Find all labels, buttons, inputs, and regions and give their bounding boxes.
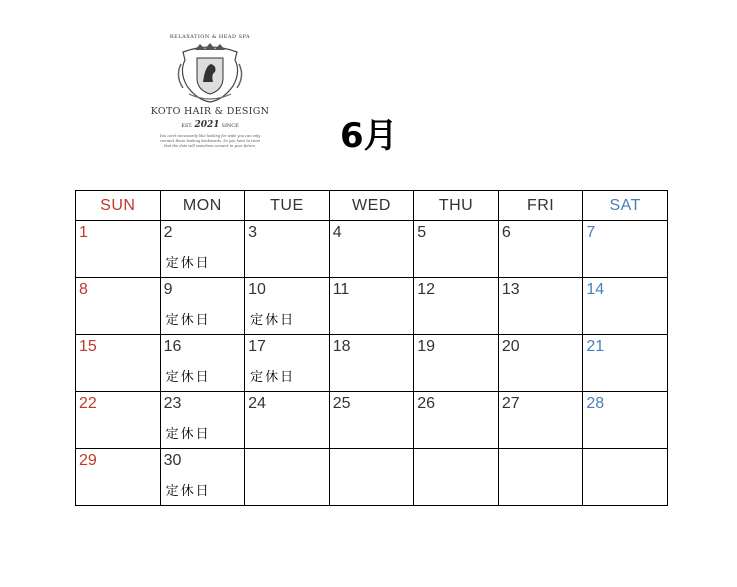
day-cell — [583, 392, 668, 449]
weekday-fri: FRI — [498, 191, 583, 221]
day-cell — [329, 221, 414, 278]
day-number: 22 — [79, 395, 97, 412]
month-title: 6月 — [340, 116, 398, 156]
day-cell — [583, 449, 668, 506]
day-cell — [583, 278, 668, 335]
week-row — [76, 335, 668, 392]
weekday-tue: TUE — [245, 191, 330, 221]
day-cell — [245, 449, 330, 506]
closed-day-note: 定休日 — [165, 313, 211, 328]
day-cell — [498, 221, 583, 278]
day-number: 24 — [248, 395, 266, 412]
day-cell — [329, 392, 414, 449]
day-cell — [329, 335, 414, 392]
day-cell — [498, 449, 583, 506]
day-cell — [160, 221, 245, 278]
day-cell — [414, 278, 499, 335]
day-cell — [245, 221, 330, 278]
day-cell — [414, 335, 499, 392]
day-number: 28 — [586, 395, 605, 412]
day-number: 25 — [332, 395, 351, 412]
day-cell — [498, 335, 583, 392]
day-cell — [76, 221, 161, 278]
week-row — [76, 278, 668, 335]
day-cell — [160, 335, 245, 392]
day-number: 5 — [417, 224, 427, 241]
day-cell — [76, 335, 161, 392]
day-number: 10 — [248, 281, 266, 298]
closed-day-note: 定休日 — [165, 427, 211, 442]
day-cell — [245, 335, 330, 392]
weekday-header-row — [76, 191, 668, 221]
day-number: 3 — [248, 224, 258, 241]
weekday-thu: THU — [414, 191, 499, 221]
brand-logo — [150, 30, 270, 180]
closed-day-note: 定休日 — [250, 370, 296, 385]
week-row — [76, 392, 668, 449]
day-number: 4 — [332, 224, 342, 241]
day-number: 8 — [79, 281, 88, 298]
day-number: 19 — [417, 338, 436, 355]
weekday-sat: SAT — [583, 191, 668, 221]
day-number: 18 — [332, 338, 351, 355]
closed-day-note: 定休日 — [165, 256, 211, 271]
day-number: 7 — [586, 224, 596, 241]
closed-day-note: 定休日 — [165, 370, 211, 385]
day-cell — [76, 278, 161, 335]
day-cell — [245, 392, 330, 449]
day-cell — [160, 449, 245, 506]
day-cell — [245, 278, 330, 335]
logo-est: EST. 2021 SINCE — [181, 120, 239, 130]
closed-day-note: 定休日 — [165, 484, 211, 499]
day-cell — [583, 221, 668, 278]
day-cell — [498, 392, 583, 449]
day-number: 17 — [248, 338, 266, 355]
day-cell — [414, 449, 499, 506]
weekday-sun: SUN — [76, 191, 161, 221]
day-cell — [498, 278, 583, 335]
day-cell — [583, 335, 668, 392]
day-cell — [329, 278, 414, 335]
day-cell — [414, 221, 499, 278]
week-row — [76, 449, 668, 506]
day-number: 1 — [79, 224, 88, 241]
day-number: 12 — [417, 281, 436, 298]
day-number: 16 — [163, 338, 182, 355]
logo-brand: KOTO HAIR & DESIGN — [150, 106, 270, 117]
day-number: 21 — [586, 338, 605, 355]
day-cell — [160, 278, 245, 335]
day-number: 20 — [501, 338, 520, 355]
logo-tag: RELAXATION & HEAD SPA — [169, 34, 251, 40]
day-number: 30 — [163, 452, 182, 469]
calendar-table — [75, 190, 668, 506]
day-number: 23 — [163, 395, 182, 412]
weekday-wed: WED — [329, 191, 414, 221]
weekday-mon: MON — [160, 191, 245, 221]
day-number: 26 — [417, 395, 436, 412]
day-number: 14 — [586, 281, 605, 298]
crest-icon — [175, 42, 245, 104]
logo-tagline: You can't necessarily like looking for wide you can only connect these looking backwards. So you have to trust that the dots will somehow connect in your future. — [159, 134, 261, 148]
week-row — [76, 221, 668, 278]
day-number: 27 — [501, 395, 520, 412]
day-number: 13 — [501, 281, 520, 298]
day-cell — [76, 449, 161, 506]
day-number: 11 — [332, 281, 350, 298]
day-number: 9 — [163, 281, 173, 298]
day-number: 2 — [163, 224, 173, 241]
day-number: 29 — [79, 452, 97, 469]
closed-day-note: 定休日 — [250, 313, 296, 328]
day-cell — [76, 392, 161, 449]
day-number: 6 — [501, 224, 511, 241]
day-cell — [329, 449, 414, 506]
day-cell — [160, 392, 245, 449]
day-cell — [414, 392, 499, 449]
day-number: 15 — [79, 338, 97, 355]
